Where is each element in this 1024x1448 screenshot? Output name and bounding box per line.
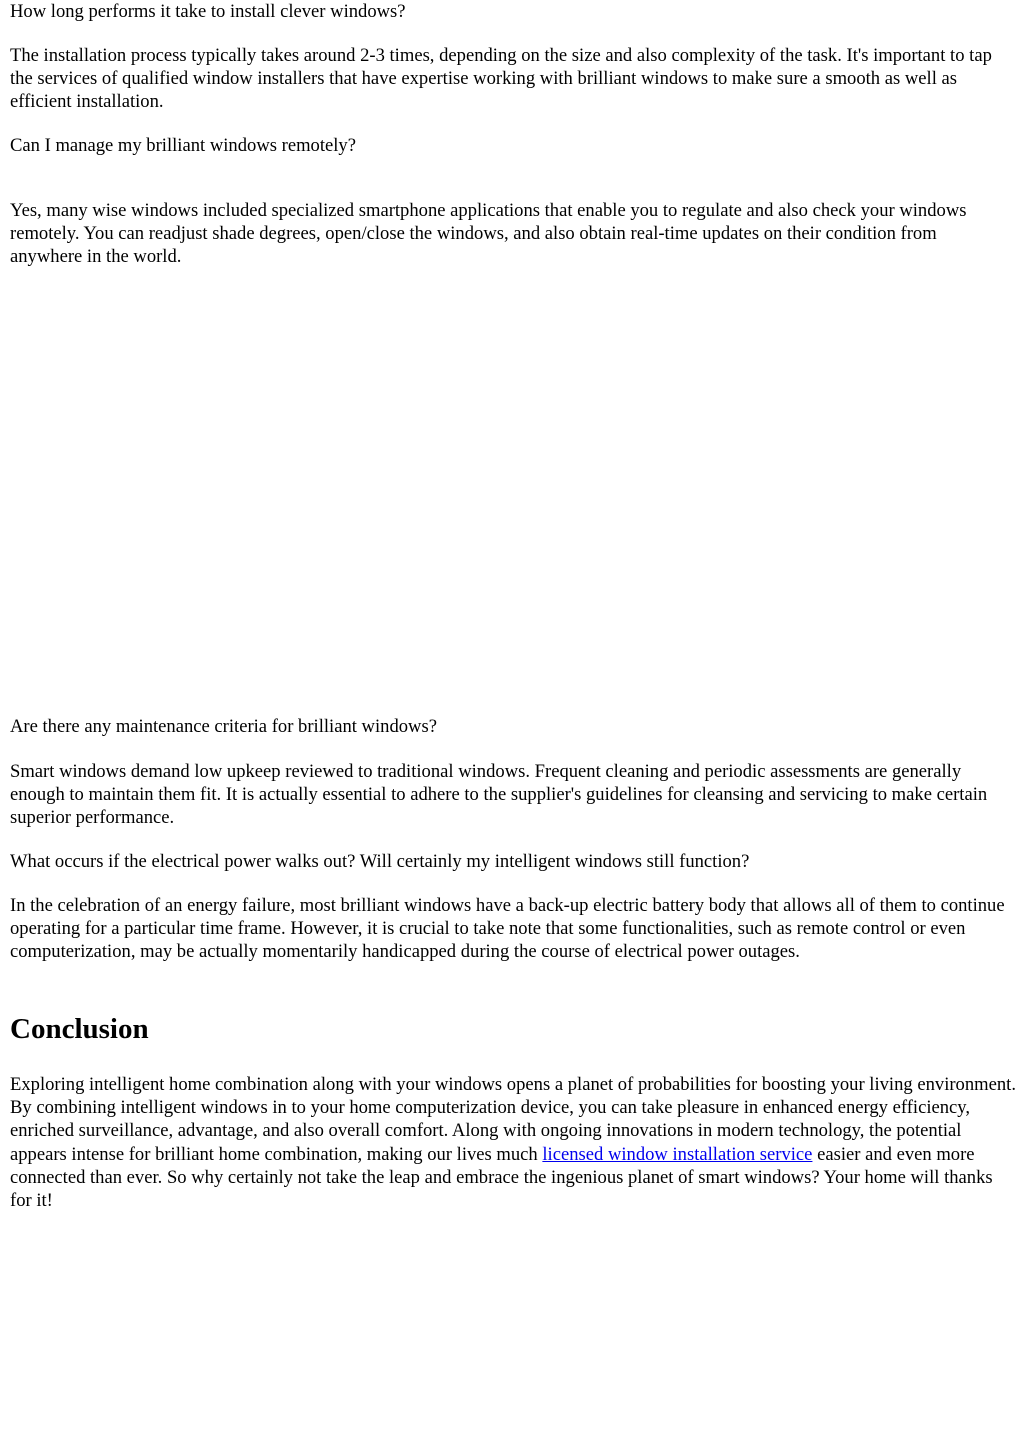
faq-question-maintenance: Are there any maintenance criteria for brilliant windows? — [10, 716, 437, 737]
licensed-window-installation-link[interactable]: licensed window installation service — [542, 1143, 813, 1165]
faq-answer-maintenance: Smart windows demand low upkeep reviewed to traditional windows. Frequent cleaning and periodic assessments are generally enough to maintain them fit. It is actually essential to adhere to the supplier's guidelines for cleansing and servicing to make certain superior performance. — [10, 761, 988, 829]
faq-answer-power-outage: In the celebration of an energy failure, most brilliant windows have a back-up electric battery body that allows all of them to continue operating for a particular time frame. However, it is crucial to take note that some functionalities, such as remote control or even computerization, may be actually momentarily handicapped during the course of electrical power outages. — [10, 895, 1005, 963]
faq-question-power-outage: What occurs if the electrical power walks out? Will certainly my intelligent windows still function? — [10, 851, 750, 872]
conclusion-heading: Conclusion — [10, 1013, 149, 1045]
conclusion-text-before-link: Exploring intelligent home combination along with your windows opens a planet of probabilities for boosting your living environment. By combining intelligent windows in to your home computerization device, you can take pleasure in enhanced energy efficiency, enriched surveillance, advantage, and also overall comfort. Along with ongoing innovations in modern technology, the potential appears intense for brilliant home combination, making our lives much — [10, 1074, 1016, 1165]
faq-question-install-time: How long performs it take to install clever windows? — [10, 1, 406, 22]
faq-question-remote-control: Can I manage my brilliant windows remotely? — [10, 135, 356, 156]
faq-answer-remote-control: Yes, many wise windows included specialized smartphone applications that enable you to regulate and also check your windows remotely. You can readjust shade degrees, open/close the windows, and also obtain real-time updates on their condition from anywhere in the world. — [10, 200, 967, 268]
conclusion-text-after-link: easier and even more connected than ever. So why certainly not take the leap and embrace the ingenious planet of smart windows? Your home will thanks for it! — [10, 1143, 993, 1212]
faq-answer-install-time: The installation process typically takes around 2-3 times, depending on the size and also complexity of the task. It's important to tap the services of qualified window installers that have expertise working with brilliant windows to make sure a smooth as well as efficient installation. — [10, 45, 992, 113]
conclusion-paragraph — [10, 1073, 1018, 1212]
